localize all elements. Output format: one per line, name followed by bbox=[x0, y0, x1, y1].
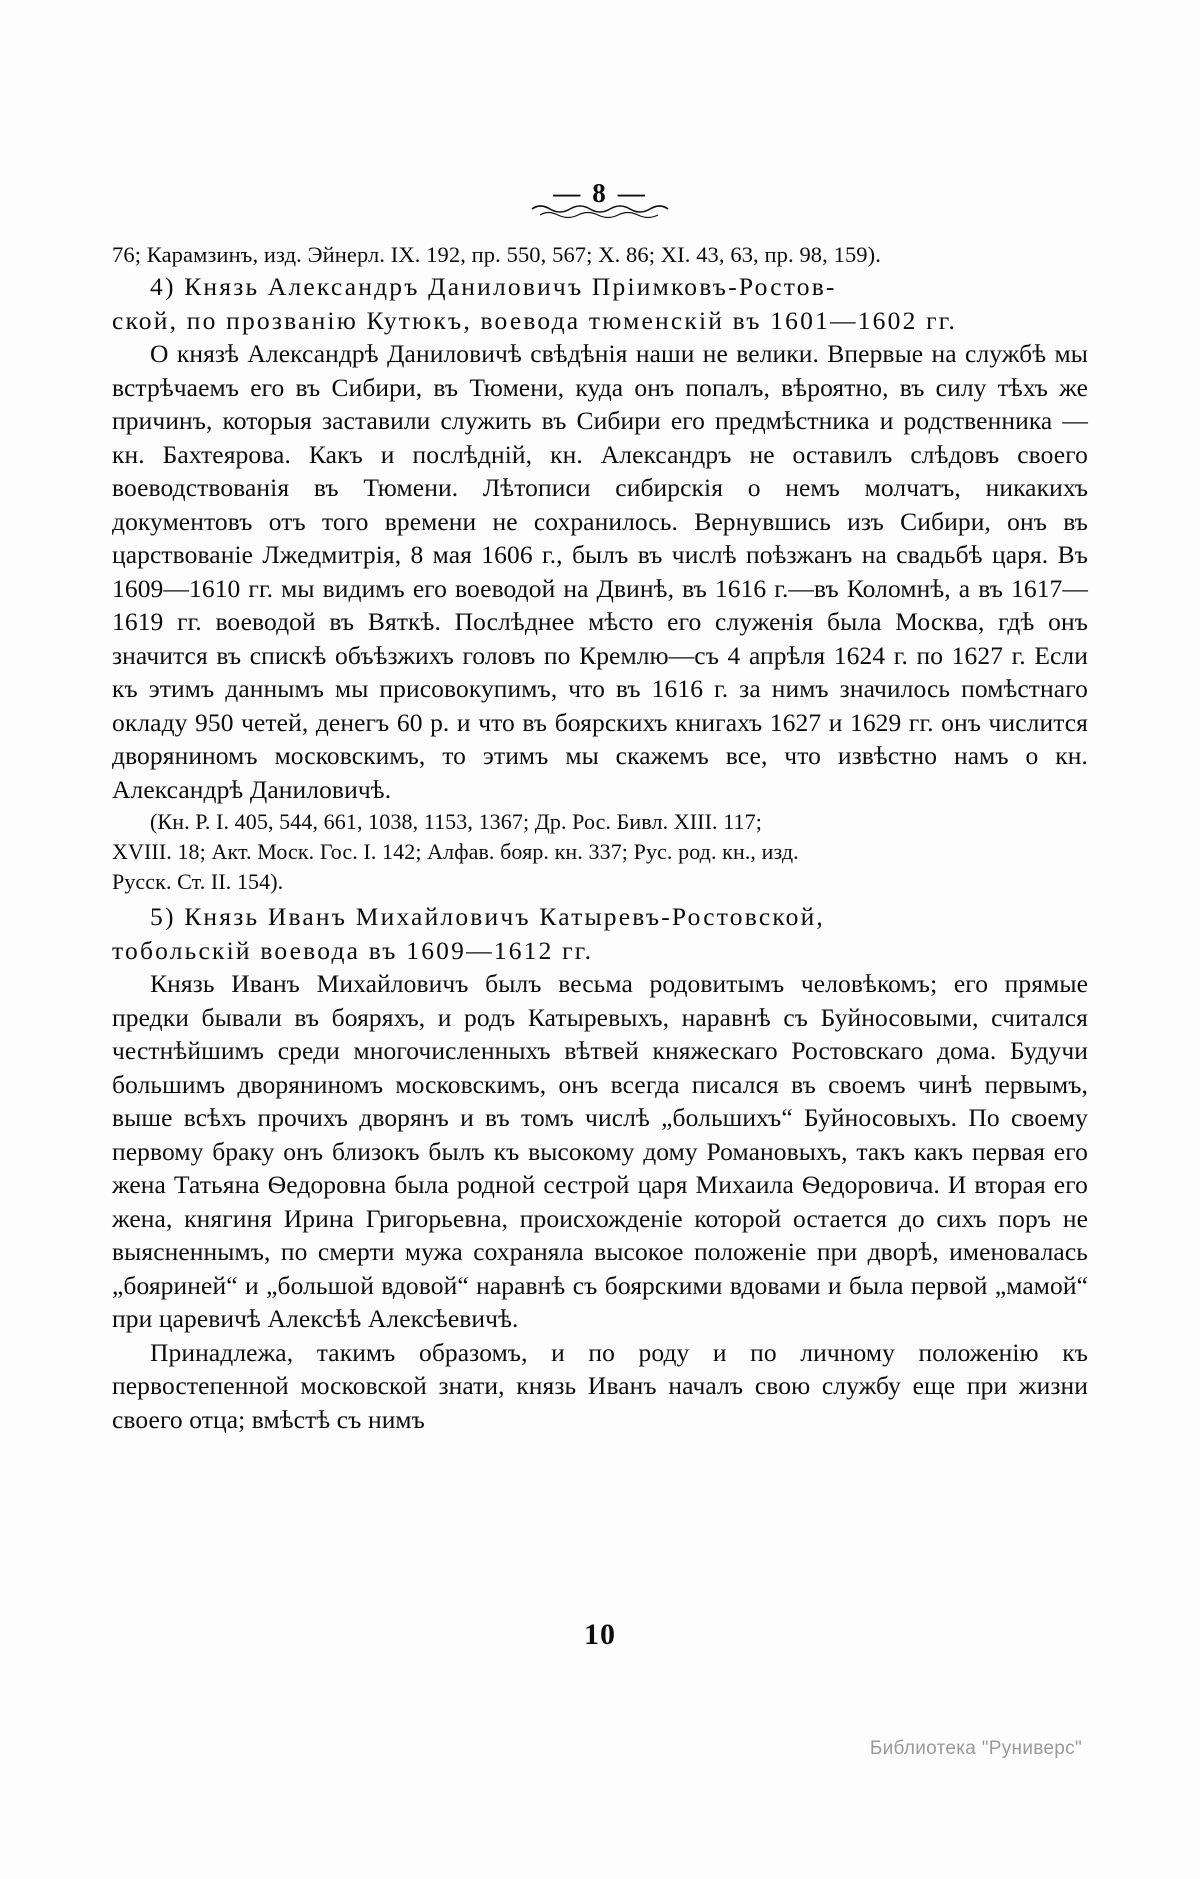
header-dash-right: — bbox=[617, 178, 647, 208]
page-body bbox=[112, 239, 1088, 1436]
library-watermark: Библиотека "Руниверс" bbox=[869, 1738, 1082, 1759]
entry-4-sources-line-1: (Кн. Р. I. 405, 544, 661, 1038, 1153, 1367; Др. Рос. Бивл. XIII. 117; bbox=[150, 809, 762, 834]
entry-5-heading-line-2: тобольскій воевода въ 1609—1612 гг. bbox=[112, 935, 594, 965]
entry-5-paragraph-1: Князь Иванъ Михайловичъ былъ весьма родовитымъ человѣкомъ; его прямые предки бывали въ бояряхъ, и родъ Катыревыхъ, наравнѣ съ Буйносовыми, считался честнѣйшимъ среди многочисленныхъ вѣтвей княжескаго Ростовскаго дома. Будучи большимъ дворяниномъ московскимъ, онъ всегда писался въ своемъ чинѣ первымъ, выше всѣхъ прочихъ дворянъ и въ томъ числѣ „большихъ“ Буйносовыхъ. По своему первому браку онъ близокъ былъ къ высокому дому Романовыхъ, такъ какъ первая его жена Татьяна Ѳедоровна была родной сестрой царя Михаила Ѳедоровича. И вторая его жена, княгиня Ирина Григорьевна, происхожденіе которой остается до сихъ поръ не выясненнымъ, по смерти мужа сохраняла высокое положеніе при дворѣ, именовалась „бояриней“ и „большой вдовой“ наравнѣ съ боярскими вдовами и была первой „мамой“ при царевичѣ Алексѣѣ Алексѣевичѣ. bbox=[112, 969, 1088, 1333]
entry-4-heading-line-2: ской, по прозванію Кутюкъ, воевода тюменскій въ 1601—1602 гг. bbox=[112, 305, 958, 335]
entry-5-heading-line-1: 5) Князь Иванъ Михайловичъ Катыревъ-Ростовской, bbox=[150, 902, 826, 931]
reference-line-top: 76; Карамзинъ, изд. Эйнерл. IX. 192, пр. 550, 567; X. 86; XI. 43, 63, пр. 98, 159). bbox=[112, 242, 881, 267]
entry-4-paragraph: О князѣ Александрѣ Даниловичѣ свѣдѣнія наши не велики. Впервые на службѣ мы встрѣчаемъ его въ Сибири, въ Тюмени, куда онъ попалъ, вѣроятно, въ силу тѣхъ же причинъ, которыя заставили служить въ Сибири его предмѣстника и родственника — кн. Бахтеярова. Какъ и послѣдній, кн. Александръ не оставилъ слѣдовъ своего воеводствованія въ Тюмени. Лѣтописи сибирскія о немъ молчатъ, никакихъ документовъ отъ того времени не сохранилось. Вернувшись изъ Сибири, онъ въ царствованіе Лжедмитрія, 8 мая 1606 г., былъ въ числѣ поѣзжанъ на свадьбѣ царя. Въ 1609—1610 гг. мы видимъ его воеводой на Двинѣ, въ 1616 г.—въ Коломнѣ, а въ 1617—1619 гг. воеводой въ Вяткѣ. Послѣднее мѣсто его служенія была Москва, гдѣ онъ значится въ спискѣ объѣзжихъ головъ по Кремлю—съ 4 апрѣля 1624 г. по 1627 г. Если къ этимъ даннымъ мы присовокупимъ, что въ 1616 г. за нимъ значилось помѣстнаго окладу 950 четей, денегъ 60 р. и что въ боярскихъ книгахъ 1627 и 1629 гг. онъ числится дворяниномъ московскимъ, то этимъ мы скажемъ все, что извѣстно намъ о кн. Александрѣ Даниловичѣ. bbox=[112, 339, 1088, 804]
header-ornament bbox=[0, 203, 1200, 225]
folio-number: 10 bbox=[584, 1618, 616, 1651]
page-number: 8 bbox=[592, 178, 608, 208]
header-dash-left: — bbox=[553, 178, 583, 208]
entry-4-sources-line-3: Русск. Ст. II. 154). bbox=[112, 869, 284, 894]
entry-4-heading-line-1: 4) Князь Александръ Даниловичъ Пріимковъ-Ростов- bbox=[150, 272, 837, 301]
entry-5-paragraph-2: Принадлежа, такимъ образомъ, и по роду и по личному положенію къ первостепенной московской знати, князь Иванъ началъ свою службу еще при жизни своего отца; вмѣстѣ съ нимъ bbox=[112, 1337, 1088, 1434]
entry-4-sources-line-2: XVIII. 18; Акт. Моск. Гос. I. 142; Алфав. бояр. кн. 337; Рус. род. кн., изд. bbox=[112, 839, 799, 864]
wave-rule-icon bbox=[530, 203, 670, 219]
